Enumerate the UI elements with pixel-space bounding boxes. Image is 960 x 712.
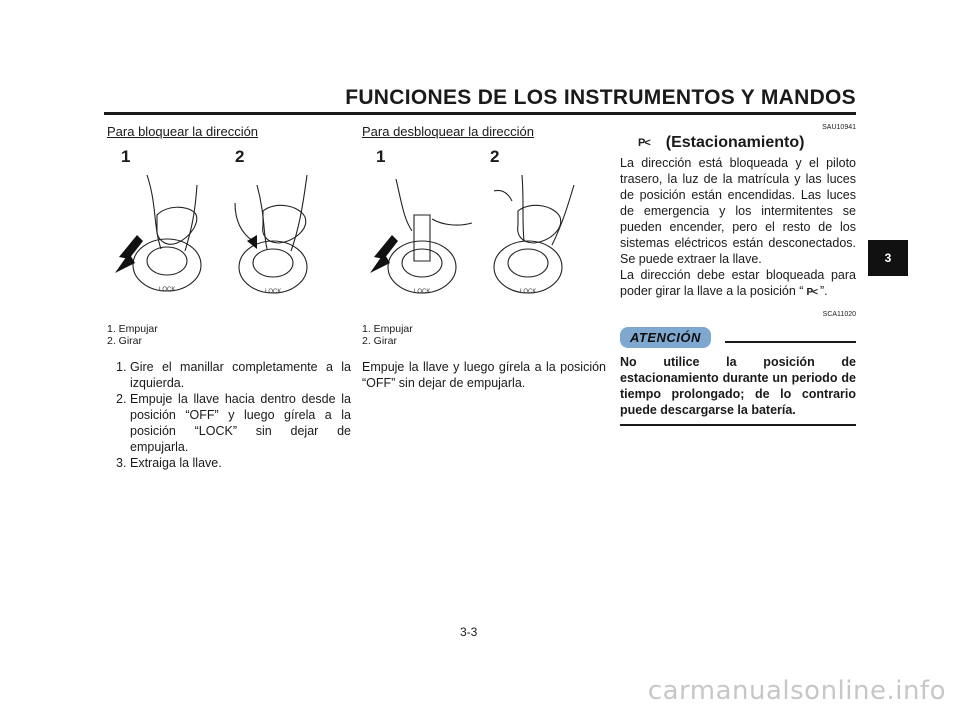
page-header-title: FUNCIONES DE LOS INSTRUMENTOS Y MANDOS	[345, 86, 856, 109]
figure-captions	[362, 323, 606, 347]
unlock-steering-column	[362, 124, 606, 391]
step-text: Gire el manillar completamente a la izquierda.	[130, 360, 351, 390]
step-number: 1.	[116, 360, 127, 374]
parking-position-icon: P<	[806, 287, 817, 298]
parking-note	[620, 267, 856, 301]
lock-label-left: LOCK	[414, 289, 431, 295]
caution-header	[620, 327, 856, 348]
parking-description: La dirección está bloqueada y el piloto trasero, la luz de la matrícula y las luces de posición están encendidas. Las luces de emergencia y los intermitentes se pueden encender, pero el resto de los sistemas eléctricos están desconectados. Se puede extraer la llave.	[620, 156, 856, 266]
caution-badge: ATENCIÓN	[620, 327, 711, 348]
figure-label-turn: 2	[490, 147, 500, 166]
lock-label-right: LOCK	[520, 289, 537, 295]
parking-position-icon: P<	[638, 137, 650, 149]
unlock-steering-heading: Para desbloquear la dirección	[362, 124, 534, 139]
figure-captions	[107, 323, 351, 347]
parking-note-end: ”.	[819, 284, 828, 298]
unlock-steering-illustration	[362, 145, 606, 313]
watermark: carmanualsonline.info	[647, 676, 946, 706]
parking-section-title	[620, 134, 856, 152]
lock-steering-illustration	[107, 145, 351, 313]
step-number: 3.	[116, 456, 127, 470]
parking-note-text: La dirección debe estar bloqueada para poder girar la llave a la posición “	[620, 268, 856, 298]
list-item	[107, 455, 351, 471]
caption-push: 1. Empujar	[362, 323, 413, 335]
key-switch-drawing	[362, 145, 606, 313]
unlock-instructions: Empuje la llave y luego gírela a la posición “OFF” sin dejar de empujarla.	[362, 360, 606, 390]
step-text: Extraiga la llave.	[130, 456, 222, 470]
parking-column	[620, 124, 856, 426]
figure-label-push: 1	[121, 147, 131, 166]
caption-turn: 2. Girar	[362, 335, 398, 347]
key-switch-drawing	[107, 145, 351, 313]
step-text: Empuje la llave hacia dentro desde la posición “OFF” y luego gírela a la posición “LOCK” sin dejar de empujarla.	[130, 392, 351, 454]
caution-rule	[725, 341, 856, 343]
list-item	[107, 359, 351, 391]
parking-title-text: (Estacionamiento)	[665, 134, 805, 151]
step-number: 2.	[116, 392, 127, 406]
caption-push: 1. Empujar	[107, 323, 158, 335]
header-rule	[104, 112, 856, 115]
chapter-tab: 3	[868, 240, 908, 276]
lock-steps-list	[107, 359, 351, 471]
list-item	[107, 391, 351, 455]
figure-label-push: 1	[376, 147, 386, 166]
lock-steering-column	[107, 124, 351, 471]
caution-text: No utilice la posición de estacionamiento durante un periodo de tiempo prolongado; de lo contrario puede descargarse la batería.	[620, 354, 856, 426]
lock-steering-heading: Para bloquear la dirección	[107, 124, 259, 139]
caption-turn: 2. Girar	[107, 335, 143, 347]
lock-label-right: LOCK	[265, 289, 282, 295]
figure-label-turn: 2	[235, 147, 245, 166]
lock-label-left: LOCK	[159, 287, 176, 293]
reference-code: SCA11020	[822, 311, 856, 318]
reference-code: SAU10941	[822, 124, 856, 131]
page-number: 3-3	[460, 625, 478, 639]
